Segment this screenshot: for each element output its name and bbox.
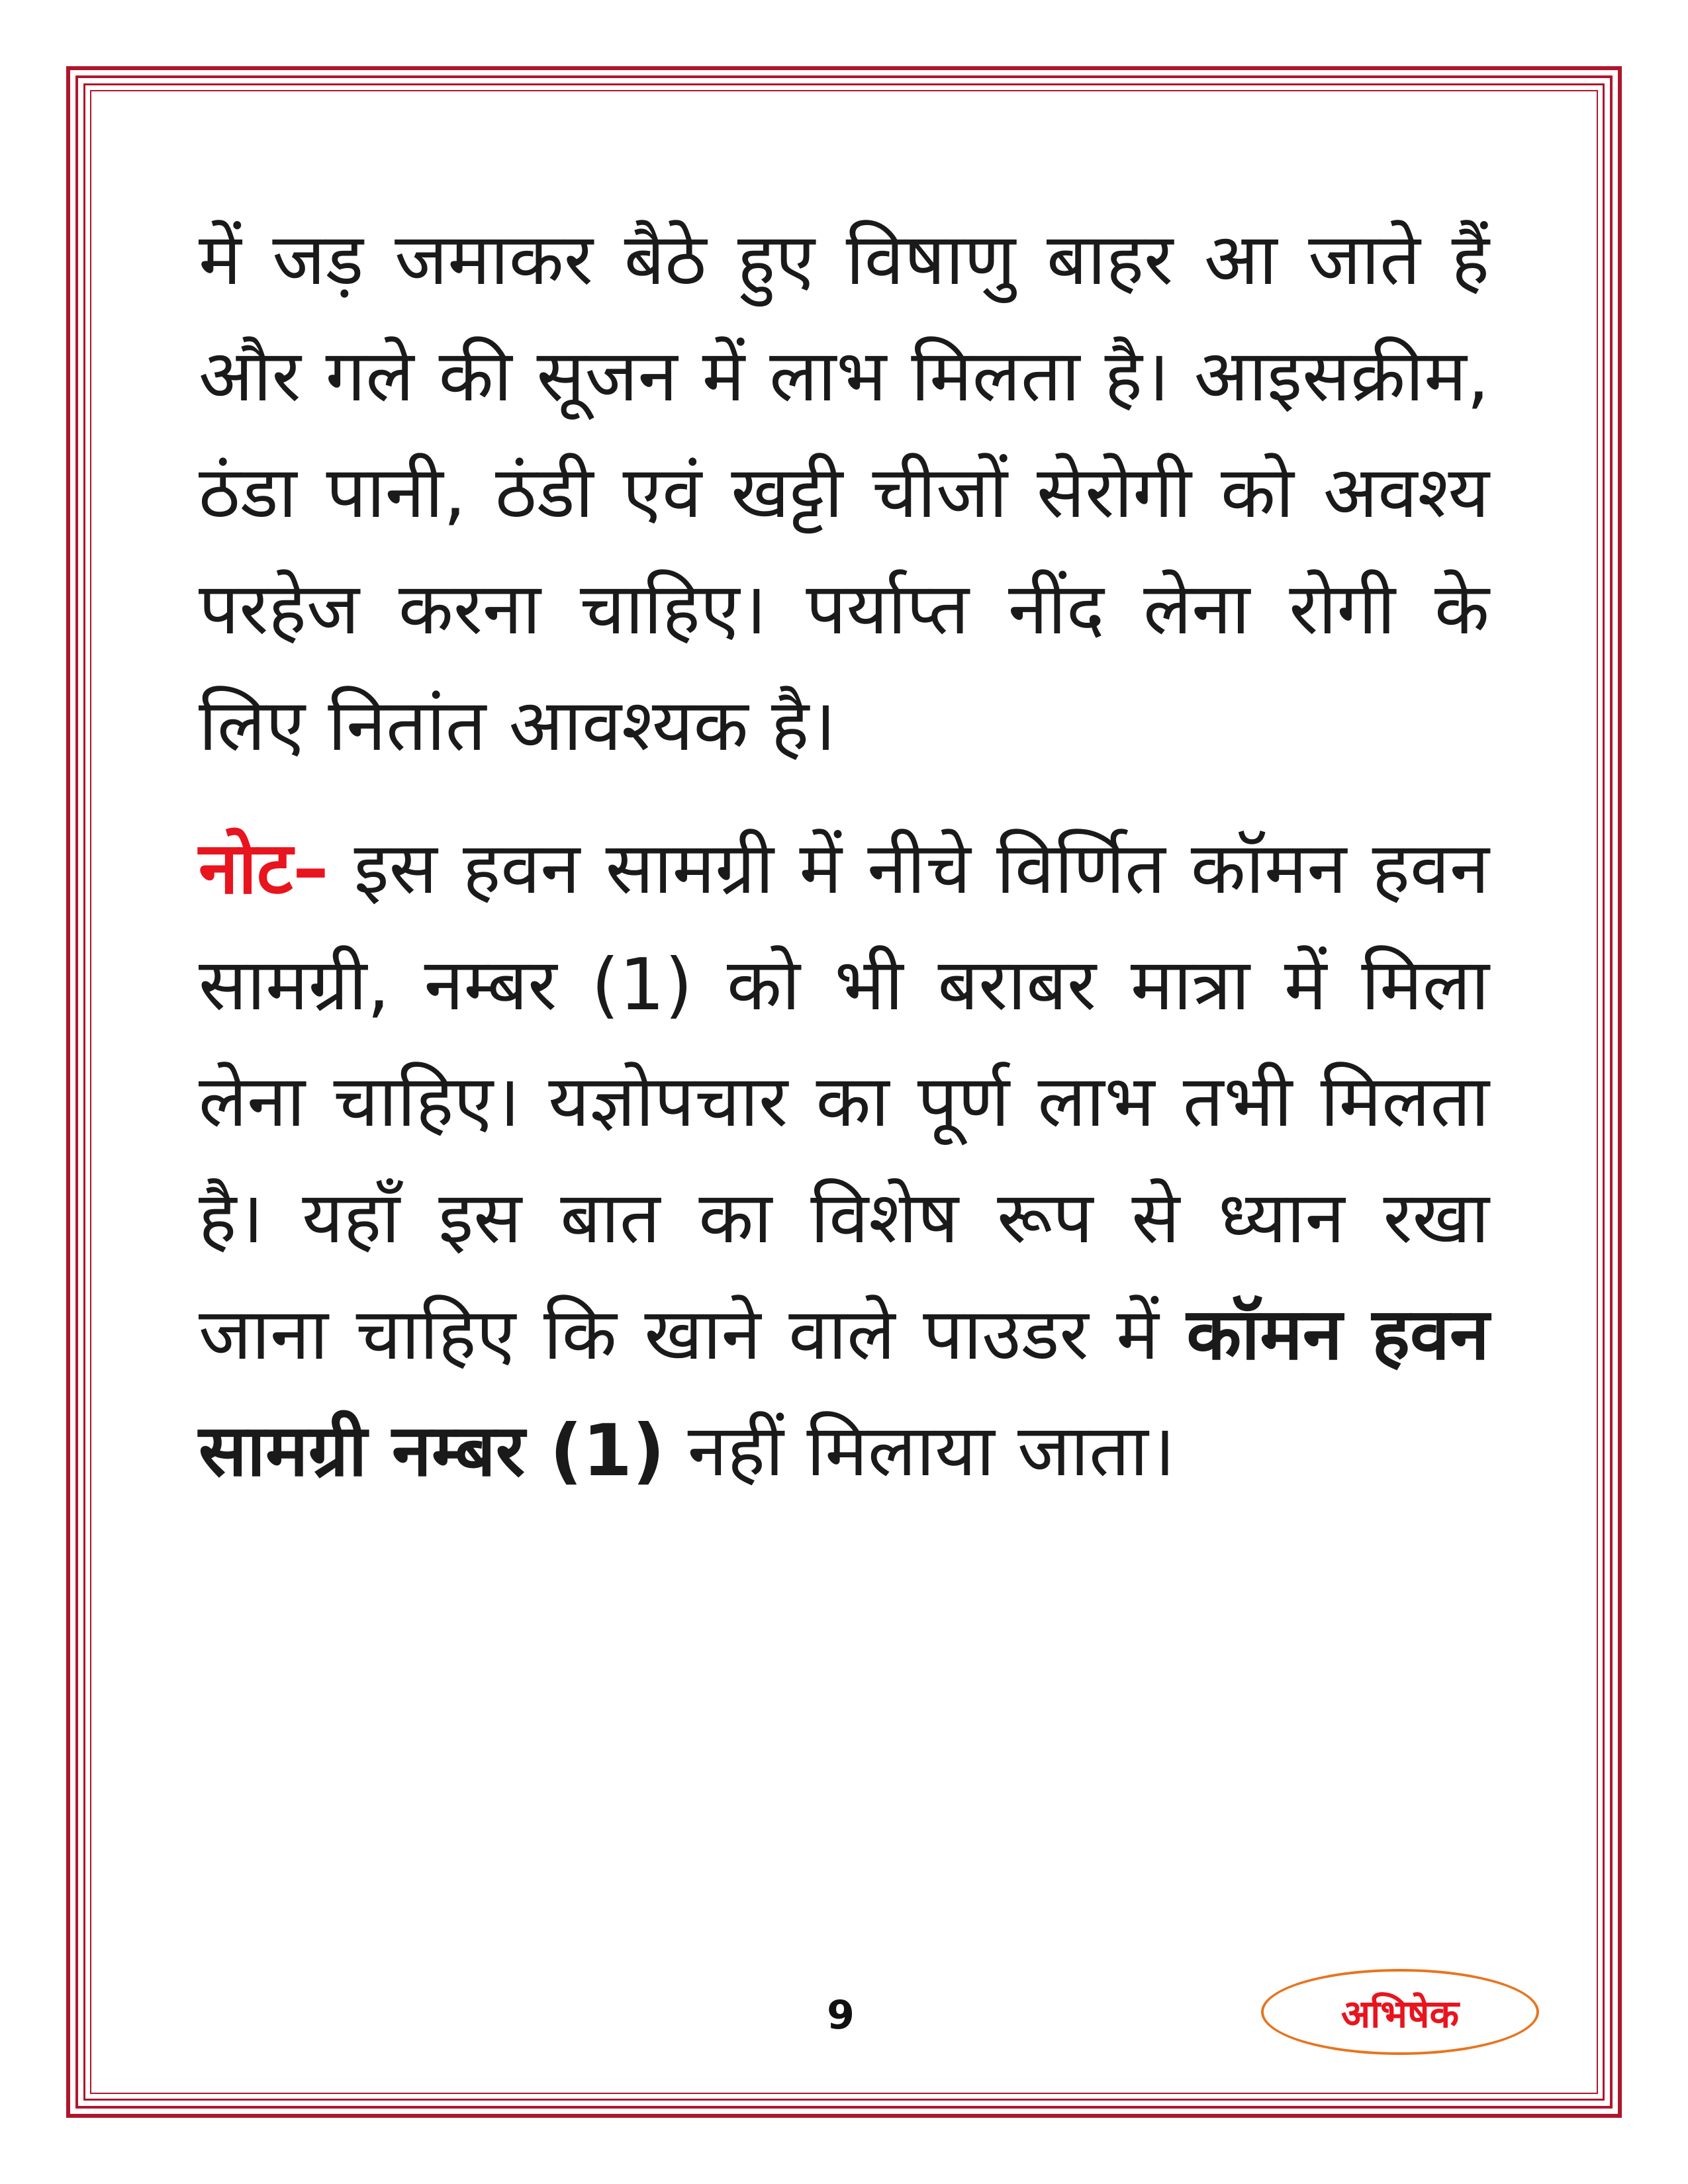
note-text-1: इस हवन सामग्री में नीचे विर्णित कॉमन हवन सामग्री, नम्बर (1) को भी बराबर मात्रा में मिला लेना चाहिए। यज्ञोपचार का पूर्ण लाभ तभी मिलता है। यहाँ इस बात का विशेष रूप से ध्यान रखा जाना चाहिए कि खाने वाले पाउडर में — [199, 827, 1489, 1376]
publisher-stamp — [1261, 1969, 1539, 2055]
body-text — [199, 202, 1489, 1510]
page-number: 9 — [827, 1992, 855, 2038]
note-label: नोट– — [199, 827, 329, 910]
note-paragraph — [199, 811, 1489, 1510]
note-text-2: नहीं मिलाया जाता। — [665, 1410, 1176, 1492]
stamp-label: अभिषेक — [1340, 1991, 1460, 2036]
note-bold-text: कॉमन हवन सामग्री नम्बर (1) — [199, 1293, 1489, 1492]
paragraph-1: में जड़ जमाकर बैठे हुए विषाणु बाहर आ जाते हैं और गले की सूजन में लाभ मिलता है। आइसक्रीम, ठंडा पानी, ठंडी एवं खट्टी चीजों सेरोगी को अवश्य परहेज करना चाहिए। पर्याप्त नींद लेना रोगी के लिए नितांत आवश्यक है। — [199, 218, 1489, 767]
